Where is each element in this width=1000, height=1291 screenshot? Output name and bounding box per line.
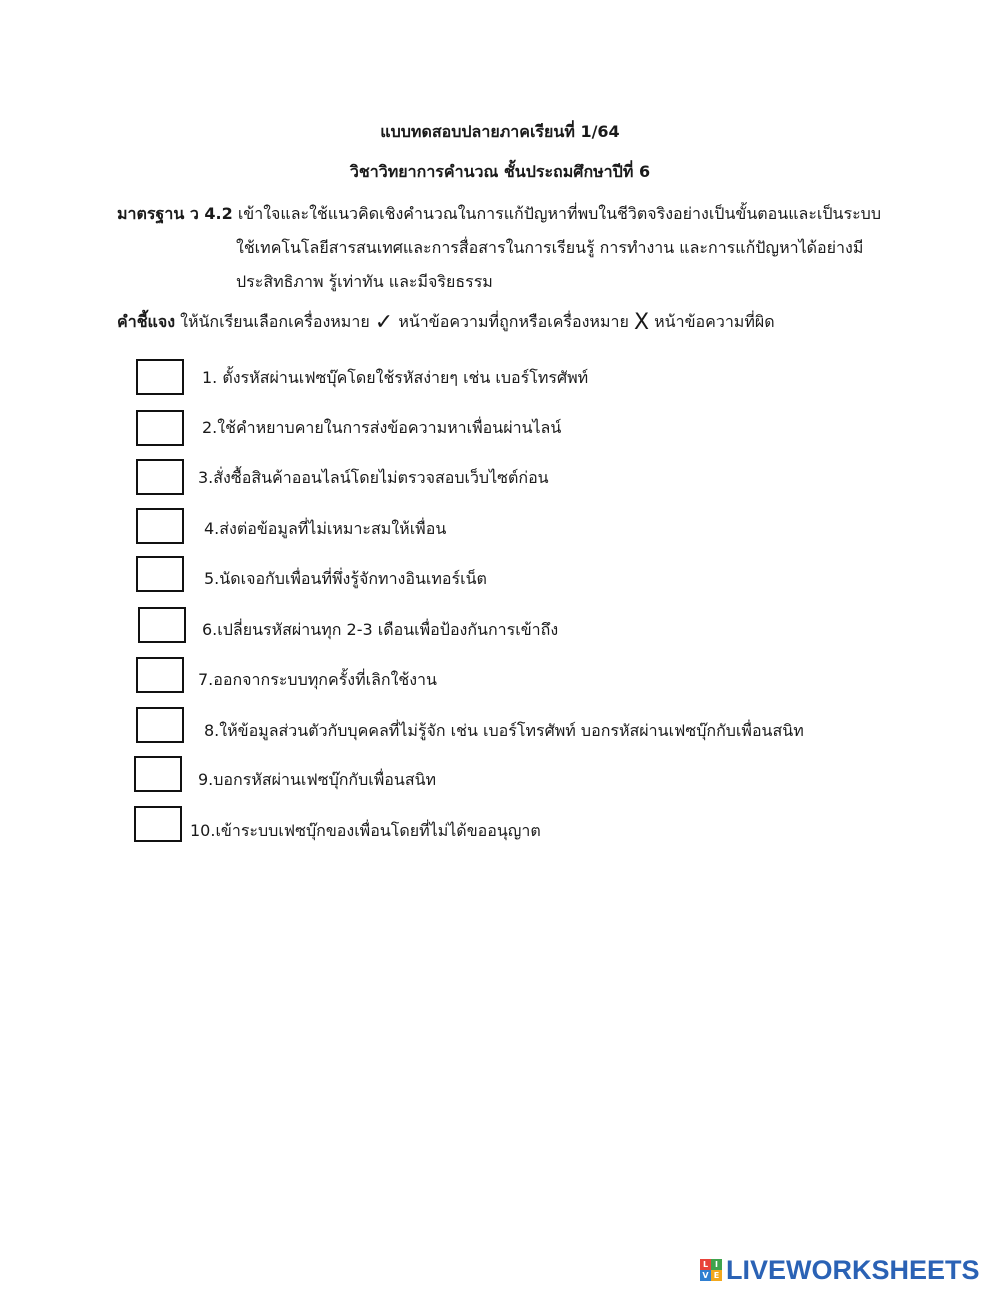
answer-box-5[interactable] <box>136 556 184 592</box>
instructions <box>117 310 775 335</box>
answer-box-3[interactable] <box>136 459 184 495</box>
instructions-label: คำชี้แจง <box>117 312 176 331</box>
item-text-2: 2.ใช้คำหยาบคายในการส่งข้อความหาเพื่อนผ่านไลน์ <box>202 418 562 437</box>
liveworksheets-logo <box>700 1255 980 1285</box>
answer-box-6[interactable] <box>138 607 186 643</box>
standard-text-1: เข้าใจและใช้แนวคิดเชิงคำนวณในการแก้ปัญหาที่พบในชีวิตจริงอย่างเป็นขั้นตอนและเป็นระบบ <box>232 204 881 223</box>
answer-box-1[interactable] <box>136 359 184 395</box>
logo-text: LIVEWORKSHEETS <box>726 1254 980 1285</box>
item-text-1: 1. ตั้งรหัสผ่านเฟซบุ๊คโดยใช้รหัสง่ายๆ เช่น เบอร์โทรศัพท์ <box>202 368 589 387</box>
answer-box-10[interactable] <box>134 806 182 842</box>
item-text-6: 6.เปลี่ยนรหัสผ่านทุก 2-3 เดือนเพื่อป้องกันการเข้าถึง <box>202 620 559 639</box>
instructions-text-before: ให้นักเรียนเลือกเครื่องหมาย <box>175 312 375 331</box>
item-text-3: 3.สั่งซื้อสินค้าออนไลน์โดยไม่ตรวจสอบเว็บไซต์ก่อน <box>198 468 549 487</box>
answer-box-2[interactable] <box>136 410 184 446</box>
item-text-9: 9.บอกรหัสผ่านเฟซบุ๊กกับเพื่อนสนิท <box>198 770 437 789</box>
answer-box-7[interactable] <box>136 657 184 693</box>
logo-blocks-icon: L I V E <box>700 1259 722 1281</box>
standard-line-2: ใช้เทคโนโลยีสารสนเทศและการสื่อสารในการเรียนรู้ การทำงาน และการแก้ปัญหาได้อย่างมี <box>236 238 864 257</box>
answer-box-8[interactable] <box>136 707 184 743</box>
page-subtitle: วิชาวิทยาการคำนวณ ชั้นประถมศึกษาปีที่ 6 <box>349 162 651 181</box>
instructions-text-middle: หน้าข้อความที่ถูกหรือเครื่องหมาย <box>393 312 634 331</box>
answer-box-9[interactable] <box>134 756 182 792</box>
item-text-8: 8.ให้ข้อมูลส่วนตัวกับบุคคลที่ไม่รู้จัก เช่น เบอร์โทรศัพท์ บอกรหัสผ่านเฟซบุ๊กกับเพื่อนสนิท <box>204 721 804 740</box>
standard-line-1 <box>117 202 881 227</box>
x-mark-icon: X <box>633 310 650 335</box>
item-text-5: 5.นัดเจอกับเพื่อนที่พึ่งรู้จักทางอินเทอร์เน็ต <box>204 569 487 588</box>
standard-line-3: ประสิทธิภาพ รู้เท่าทัน และมีจริยธรรม <box>236 272 493 291</box>
instructions-text-after: หน้าข้อความที่ผิด <box>649 312 775 331</box>
check-icon: ✓ <box>374 310 394 335</box>
item-text-7: 7.ออกจากระบบทุกครั้งที่เลิกใช้งาน <box>198 670 437 689</box>
answer-box-4[interactable] <box>136 508 184 544</box>
page-title: แบบทดสอบปลายภาคเรียนที่ 1/64 <box>380 122 620 141</box>
item-text-10: 10.เข้าระบบเฟซบุ๊กของเพื่อนโดยที่ไม่ได้ขออนุญาต <box>190 821 541 840</box>
item-text-4: 4.ส่งต่อข้อมูลที่ไม่เหมาะสมให้เพื่อน <box>204 519 447 538</box>
standard-label: มาตรฐาน ว 4.2 <box>117 204 233 223</box>
